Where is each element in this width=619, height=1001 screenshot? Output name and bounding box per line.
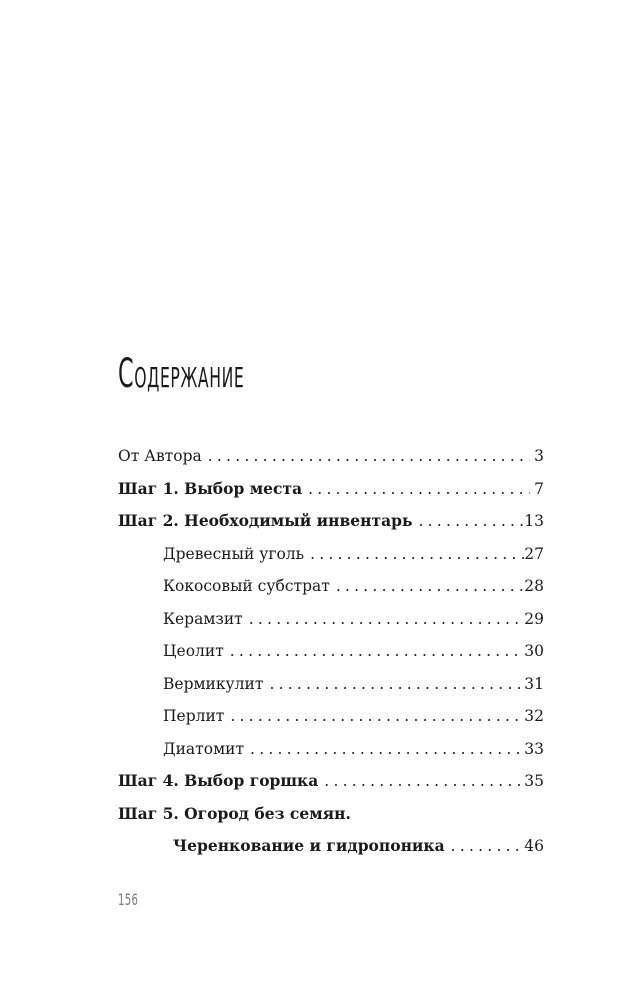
dot-leader xyxy=(445,830,525,863)
toc-entry-title: Черенкование и гидропоника xyxy=(173,836,445,855)
toc-entry-title: Шаг 5. Огород без семян. xyxy=(118,803,351,823)
toc-entry xyxy=(118,765,544,798)
toc-entry-page: 31 xyxy=(524,674,544,693)
toc-entry-title: Древесный уголь xyxy=(163,544,305,563)
dot-leader xyxy=(224,700,524,733)
toc-entry-title: Вермикулит xyxy=(163,674,264,693)
dot-leader xyxy=(202,440,530,473)
toc-entry-continuation xyxy=(118,830,544,863)
table-of-contents xyxy=(118,440,544,863)
toc-entry xyxy=(118,505,544,538)
dot-leader xyxy=(243,603,525,636)
toc-entry-page: 28 xyxy=(524,577,544,595)
toc-entry-page: 13 xyxy=(524,512,544,530)
toc-entry-title: Шаг 4. Выбор горшка xyxy=(118,771,319,790)
toc-entry-page: 46 xyxy=(524,837,544,855)
dot-leader xyxy=(304,538,524,571)
dot-leader xyxy=(330,570,524,603)
toc-entry-title: Перлит xyxy=(163,707,225,725)
toc-entry-page: 30 xyxy=(524,642,544,660)
toc-subentry xyxy=(118,668,544,701)
toc-subentry xyxy=(118,733,544,766)
dot-leader xyxy=(302,473,530,506)
toc-entry-page: 29 xyxy=(524,609,544,628)
dot-leader xyxy=(318,765,524,798)
toc-entry xyxy=(118,440,544,473)
toc-entry-page: 32 xyxy=(524,707,544,725)
toc-entry-page: 27 xyxy=(524,544,544,563)
toc-entry-title: Керамзит xyxy=(163,609,243,628)
toc-entry-title: Диатомит xyxy=(163,739,245,758)
toc-subentry xyxy=(118,700,544,733)
toc-entry-title: Кокосовый субстрат xyxy=(163,577,330,595)
toc-subentry xyxy=(118,570,544,603)
dot-leader xyxy=(263,668,524,701)
toc-entry-title: Шаг 1. Выбор места xyxy=(118,478,303,498)
page-title: Содержание xyxy=(118,351,245,397)
toc-subentry xyxy=(118,538,544,571)
dot-leader xyxy=(244,733,524,766)
dot-leader xyxy=(412,505,524,538)
toc-entry-page: 33 xyxy=(524,739,544,758)
toc-entry-title: Цеолит xyxy=(163,642,224,660)
dot-leader xyxy=(224,635,524,668)
toc-subentry xyxy=(118,635,544,668)
toc-entry xyxy=(118,473,544,506)
toc-entry-page: 3 xyxy=(534,447,544,465)
toc-entry xyxy=(118,798,544,831)
toc-entry-title: Шаг 2. Необходимый инвентарь xyxy=(118,511,413,530)
toc-entry-page: 7 xyxy=(534,479,544,498)
toc-subentry xyxy=(118,603,544,636)
toc-entry-title: От Автора xyxy=(118,447,202,465)
toc-entry-page: 35 xyxy=(524,772,544,790)
page-number: 156 xyxy=(118,890,139,909)
